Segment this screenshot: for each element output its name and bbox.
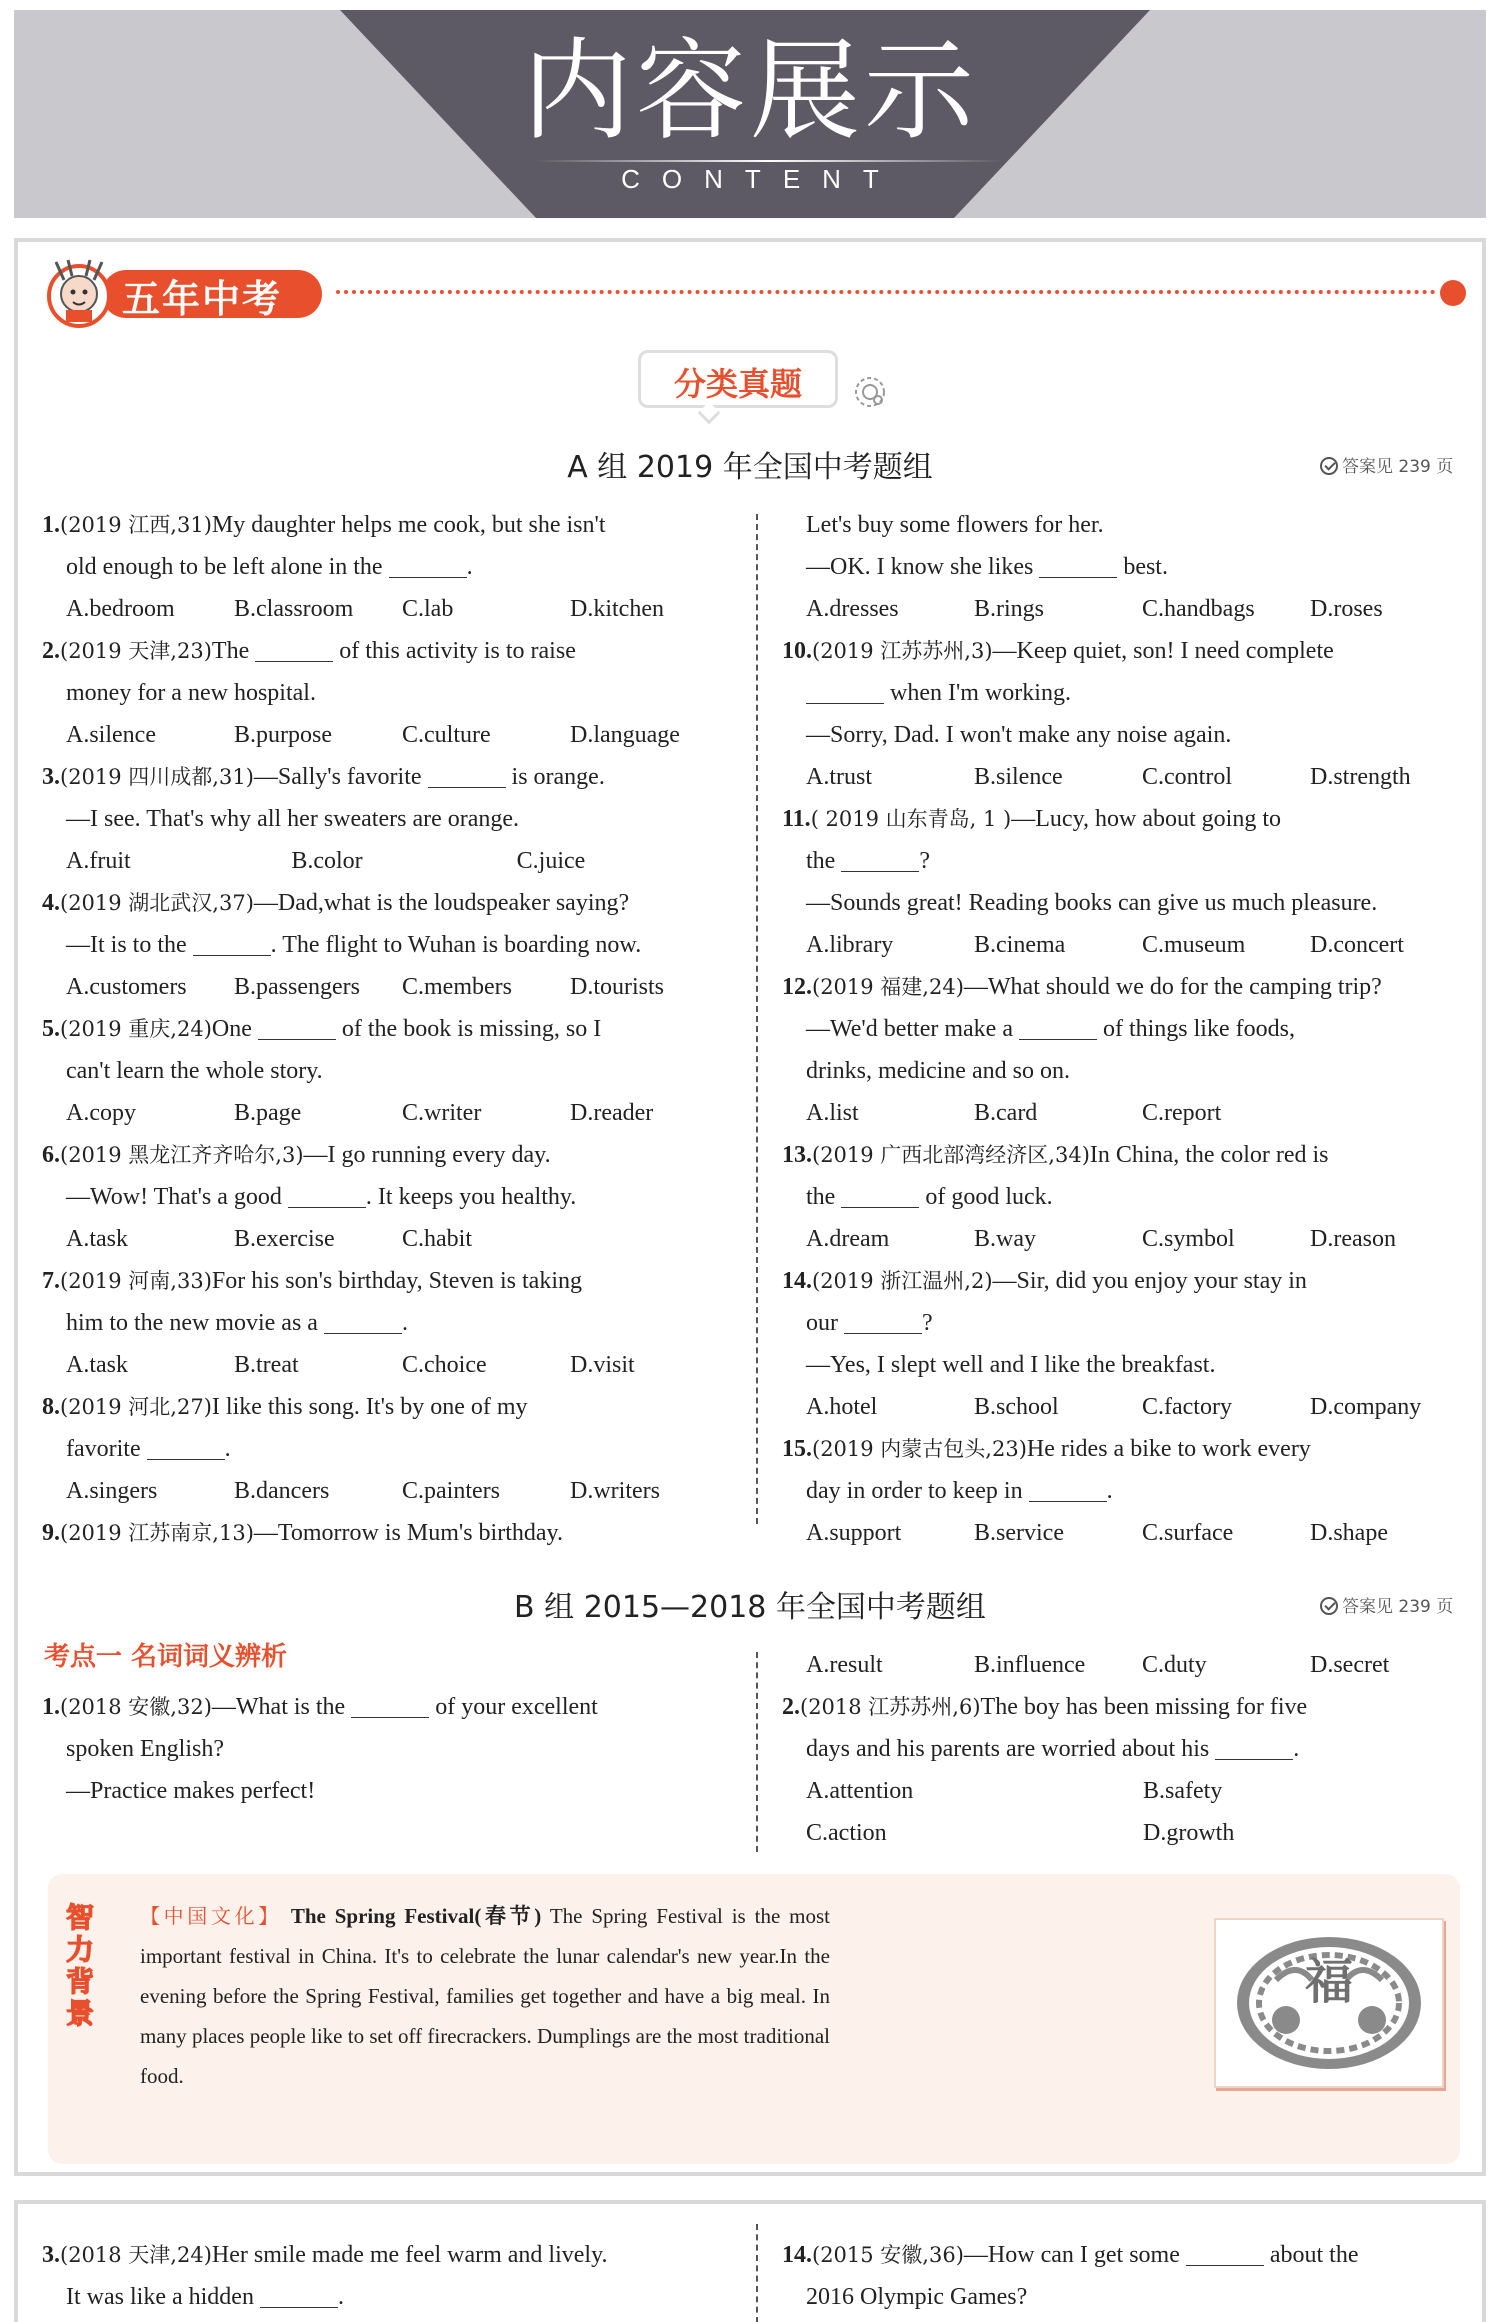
option-d[interactable]: D.language	[570, 722, 680, 748]
option-d[interactable]: D.reader	[570, 1100, 654, 1126]
question-12-line-1: 12.(2019 福建,24)—What should we do for the camping trip?	[782, 974, 1382, 1000]
option-d[interactable]: D.concert	[1310, 932, 1404, 958]
group-b-right-column	[782, 1644, 1480, 1854]
option-b[interactable]: B.way	[974, 1226, 1036, 1252]
question-12-options	[782, 1092, 1480, 1134]
culture-title: The Spring Festival(春节)	[290, 1904, 542, 1928]
question-15-line-2: day in order to keep in .	[806, 1478, 1113, 1504]
option-a[interactable]: A.result	[806, 1652, 883, 1678]
option-b[interactable]: B.influence	[974, 1652, 1086, 1678]
question-15-options	[782, 1512, 1480, 1554]
option-a[interactable]: A.silence	[66, 722, 156, 748]
question-5-line-1: 5.(2019 重庆,24)One of the book is missing, so I	[42, 1016, 602, 1042]
question-b1-line-2: spoken English?	[66, 1736, 224, 1762]
column-divider-b	[756, 1652, 758, 1852]
option-d[interactable]: D.growth	[1143, 1820, 1235, 1846]
papercut-icon	[1216, 1920, 1442, 2086]
question-10-line-1: 10.(2019 江苏苏州,3)—Keep quiet, son! I need complete	[782, 638, 1334, 664]
answer-blank[interactable]	[841, 848, 919, 872]
question-b1-options	[782, 1644, 1480, 1686]
option-d[interactable]: D.company	[1310, 1394, 1422, 1420]
column-divider	[756, 514, 758, 1524]
question-13-options	[782, 1218, 1480, 1260]
answer-blank[interactable]	[1186, 2242, 1264, 2266]
option-c[interactable]: C.habit	[402, 1226, 472, 1252]
culture-side-label: 智力背景	[65, 1901, 94, 2030]
question-8-line-2: favorite .	[66, 1436, 231, 1462]
option-c[interactable]: C.duty	[1142, 1652, 1207, 1678]
rule-end-dot	[1440, 280, 1466, 306]
option-a[interactable]: A.trust	[806, 764, 872, 790]
check-icon	[1320, 457, 1338, 475]
option-c[interactable]: C.action	[806, 1820, 887, 1846]
answer-blank[interactable]	[844, 1310, 922, 1334]
option-c[interactable]: C.culture	[402, 722, 491, 748]
question-b3-line-1: 3.(2018 天津,24)Her smile made me feel warm and lively.	[42, 2242, 608, 2268]
question-4-line-2: —It is to the . The flight to Wuhan is boarding now.	[66, 932, 642, 958]
question-14-line-1: 14.(2019 浙江温州,2)—Sir, did you enjoy your stay in	[782, 1268, 1307, 1294]
question-4-options	[42, 966, 742, 1008]
question-11-line-3: —Sounds great! Reading books can give us much pleasure.	[806, 890, 1378, 916]
question-7-line-1: 7.(2019 河南,33)For his son's birthday, Steven is taking	[42, 1268, 582, 1294]
option-c[interactable]: C.report	[1142, 1100, 1222, 1126]
banner-subtitle: CONTENT	[621, 164, 901, 194]
culture-background-box	[48, 1874, 1460, 2164]
option-a[interactable]: A.copy	[66, 1100, 136, 1126]
culture-tag: 【中国文化】	[140, 1904, 282, 1928]
option-b[interactable]: B.rings	[974, 596, 1045, 622]
option-d[interactable]: D.tourists	[570, 974, 665, 1000]
option-a[interactable]: A.singers	[66, 1478, 158, 1504]
page2-right-column	[782, 2234, 1480, 2318]
option-d[interactable]: D.visit	[570, 1352, 635, 1378]
answer-blank[interactable]	[260, 2284, 338, 2308]
answer-note-text: 答案见 239 页	[1342, 457, 1454, 477]
option-b[interactable]: B.page	[234, 1100, 302, 1126]
category-label: 分类真题	[673, 365, 802, 403]
option-b[interactable]: B.exercise	[234, 1226, 335, 1252]
option-b[interactable]: B.card	[974, 1100, 1038, 1126]
question-2-options	[42, 714, 742, 756]
question-14-options	[782, 1386, 1480, 1428]
option-a[interactable]: A.support	[806, 1520, 902, 1546]
question-11-options	[782, 924, 1480, 966]
question-14-line-2: our ?	[806, 1310, 933, 1336]
option-c[interactable]: C.members	[402, 974, 512, 1000]
question-10-line-3: —Sorry, Dad. I won't make any noise again.	[806, 722, 1232, 748]
papercut-fu-image	[1214, 1918, 1444, 2088]
question-9-line-2: Let's buy some flowers for her.	[806, 512, 1104, 538]
question-6-line-2: —Wow! That's a good . It keeps you healthy.	[66, 1184, 577, 1210]
check-icon	[1320, 1597, 1338, 1615]
answer-blank[interactable]	[1215, 1736, 1293, 1760]
group-b-left-column	[42, 1686, 742, 1812]
group-a-answer-note[interactable]	[1320, 452, 1453, 477]
question-1-line-1: 1.(2019 江西,31)My daughter helps me cook, but she isn't	[42, 512, 606, 538]
question-b2-line-1: 2.(2018 江苏苏州,6)The boy has been missing for five	[782, 1694, 1308, 1720]
option-a[interactable]: A.fruit	[66, 848, 131, 874]
option-c[interactable]: C.juice	[516, 848, 586, 874]
question-12-line-2: —We'd better make a of things like foods,	[806, 1016, 1295, 1042]
answer-blank[interactable]	[389, 554, 467, 578]
option-a[interactable]: A.bedroom	[66, 596, 175, 622]
option-b[interactable]: B.school	[974, 1394, 1059, 1420]
group-b-answer-note[interactable]	[1320, 1592, 1453, 1617]
top-banner	[14, 10, 1486, 218]
answer-blank[interactable]	[351, 1694, 429, 1718]
question-7-line-2: him to the new movie as a .	[66, 1310, 408, 1336]
question-5-line-2: can't learn the whole story.	[66, 1058, 323, 1084]
page-card	[14, 238, 1486, 2176]
answer-blank[interactable]	[841, 1184, 919, 1208]
option-c[interactable]: C.choice	[402, 1352, 487, 1378]
group-a-left-column	[42, 504, 742, 1554]
option-b[interactable]: B.purpose	[234, 722, 332, 748]
answer-blank[interactable]	[1019, 1016, 1097, 1040]
speech-tail	[698, 402, 721, 425]
option-b[interactable]: B.color	[291, 848, 363, 874]
question-b14-line-1: 14.(2015 安徽,36)—How can I get some about the	[782, 2242, 1359, 2268]
culture-paragraph	[140, 1896, 830, 2096]
question-12-line-3: drinks, medicine and so on.	[806, 1058, 1070, 1084]
fu-character: 福	[1304, 1954, 1354, 2010]
question-3-options	[42, 840, 742, 882]
answer-blank[interactable]	[1029, 1478, 1107, 1502]
question-14-line-3: —Yes, I slept well and I like the breakfast.	[806, 1352, 1216, 1378]
dotted-rule	[336, 290, 1436, 294]
question-b2-line-2: days and his parents are worried about his .	[806, 1736, 1300, 1762]
option-a[interactable]: A.customers	[66, 974, 187, 1000]
question-10-options	[782, 756, 1480, 798]
answer-blank[interactable]	[255, 638, 333, 662]
column-divider-p2	[756, 2224, 758, 2322]
question-3-line-2: —I see. That's why all her sweaters are orange.	[66, 806, 520, 832]
option-d[interactable]: D.reason	[1310, 1226, 1396, 1252]
question-5-options	[42, 1092, 742, 1134]
option-a[interactable]: A.list	[806, 1100, 859, 1126]
question-b2-options-row2	[782, 1812, 1480, 1854]
question-13-line-2: the of good luck.	[806, 1184, 1053, 1210]
question-b1-line-3: —Practice makes perfect!	[66, 1778, 316, 1804]
option-a[interactable]: A.hotel	[806, 1394, 878, 1420]
mascot-icon	[42, 256, 116, 330]
answer-note-text: 答案见 239 页	[1342, 1597, 1454, 1617]
option-d[interactable]: D.strength	[1310, 764, 1411, 790]
question-9-line-1: 9.(2019 江苏南京,13)—Tomorrow is Mum's birthday.	[42, 1520, 563, 1546]
answer-blank[interactable]	[258, 1016, 336, 1040]
answer-blank[interactable]	[806, 680, 884, 704]
option-d[interactable]: D.writers	[570, 1478, 660, 1504]
question-b1-line-1: 1.(2018 安徽,32)—What is the of your excellent	[42, 1694, 598, 1720]
question-b14-line-2: 2016 Olympic Games?	[806, 2284, 1028, 2310]
option-b[interactable]: B.classroom	[234, 596, 354, 622]
question-6-options	[42, 1218, 742, 1260]
banner-title: 内容展示	[522, 27, 978, 155]
option-a[interactable]: A.dresses	[806, 596, 899, 622]
next-page-card	[14, 2200, 1486, 2322]
option-b[interactable]: B.safety	[1143, 1778, 1223, 1804]
question-13-line-1: 13.(2019 广西北部湾经济区,34)In China, the color red is	[782, 1142, 1329, 1168]
option-c[interactable]: C.lab	[402, 596, 454, 622]
question-1-line-2: old enough to be left alone in the .	[66, 554, 473, 580]
section-title: 五年中考	[122, 277, 283, 321]
option-c[interactable]: C.writer	[402, 1100, 482, 1126]
question-b2-options-row1	[782, 1770, 1480, 1812]
question-3-line-1: 3.(2019 四川成都,31)—Sally's favorite is orange.	[42, 764, 605, 790]
option-c[interactable]: C.museum	[1142, 932, 1246, 958]
group-a-title: A 组 2019 年全国中考题组	[567, 450, 933, 485]
answer-blank[interactable]	[288, 1184, 366, 1208]
option-d[interactable]: D.kitchen	[570, 596, 664, 622]
option-c[interactable]: C.handbags	[1142, 596, 1255, 622]
page2-left-column	[42, 2234, 742, 2318]
option-b[interactable]: B.dancers	[234, 1478, 330, 1504]
option-a[interactable]: A.dream	[806, 1226, 890, 1252]
question-15-line-1: 15.(2019 内蒙古包头,23)He rides a bike to work every	[782, 1436, 1311, 1462]
option-a[interactable]: A.task	[66, 1352, 128, 1378]
question-8-options	[42, 1470, 742, 1512]
option-d[interactable]: D.shape	[1310, 1520, 1388, 1546]
question-2-line-1: 2.(2019 天津,23)The of this activity is to raise	[42, 638, 576, 664]
option-b[interactable]: B.silence	[974, 764, 1063, 790]
banner-sparkle-line	[534, 160, 1004, 162]
option-c[interactable]: C.control	[1142, 764, 1232, 790]
answer-blank[interactable]	[147, 1436, 225, 1460]
option-b[interactable]: B.service	[974, 1520, 1064, 1546]
gear-icon	[848, 370, 892, 414]
option-a[interactable]: A.attention	[806, 1778, 914, 1804]
option-c[interactable]: C.surface	[1142, 1520, 1234, 1546]
group-b-title: B 组 2015—2018 年全国中考题组	[514, 1590, 986, 1625]
section-badge	[42, 256, 342, 322]
option-c[interactable]: C.painters	[402, 1478, 500, 1504]
question-9-options	[782, 588, 1480, 630]
answer-blank[interactable]	[1039, 554, 1117, 578]
answer-blank[interactable]	[324, 1310, 402, 1334]
option-c[interactable]: C.symbol	[1142, 1226, 1235, 1252]
option-a[interactable]: A.task	[66, 1226, 128, 1252]
group-a-right-column	[782, 504, 1480, 1554]
question-10-line-2: when I'm working.	[782, 672, 1480, 714]
question-7-options	[42, 1344, 742, 1386]
question-11-line-1: 11.( 2019 山东青岛, 1 )—Lucy, how about going to	[782, 806, 1282, 832]
category-label-box	[638, 350, 838, 408]
question-9-line-3: —OK. I know she likes best.	[806, 554, 1168, 580]
option-b[interactable]: B.passengers	[234, 974, 360, 1000]
kaodian-heading: 考点一 名词词义辨析	[44, 1642, 288, 1672]
option-a[interactable]: A.library	[806, 932, 894, 958]
option-c[interactable]: C.factory	[1142, 1394, 1232, 1420]
option-b[interactable]: B.treat	[234, 1352, 299, 1378]
question-b3-line-2: It was like a hidden .	[66, 2284, 344, 2310]
question-1-options	[42, 588, 742, 630]
culture-body: The Spring Festival is the most important festival in China. It's to celebrate the lunar calendar's new year.In the evening before the Spring Festival, families get together and have a big meal. In many places people like to set off firecrackers. Dumplings are the most traditional food.	[140, 1904, 831, 2088]
question-8-line-1: 8.(2019 河北,27)I like this song. It's by one of my	[42, 1394, 528, 1420]
question-6-line-1: 6.(2019 黑龙江齐齐哈尔,3)—I go running every day.	[42, 1142, 551, 1168]
option-b[interactable]: B.cinema	[974, 932, 1066, 958]
question-4-line-1: 4.(2019 湖北武汉,37)—Dad,what is the loudspeaker saying?	[42, 890, 630, 916]
question-11-line-2: the ?	[806, 848, 930, 874]
option-d[interactable]: D.roses	[1310, 596, 1383, 622]
option-d[interactable]: D.secret	[1310, 1652, 1390, 1678]
answer-blank[interactable]	[428, 764, 506, 788]
question-2-line-2: money for a new hospital.	[66, 680, 316, 706]
answer-blank[interactable]	[193, 932, 271, 956]
